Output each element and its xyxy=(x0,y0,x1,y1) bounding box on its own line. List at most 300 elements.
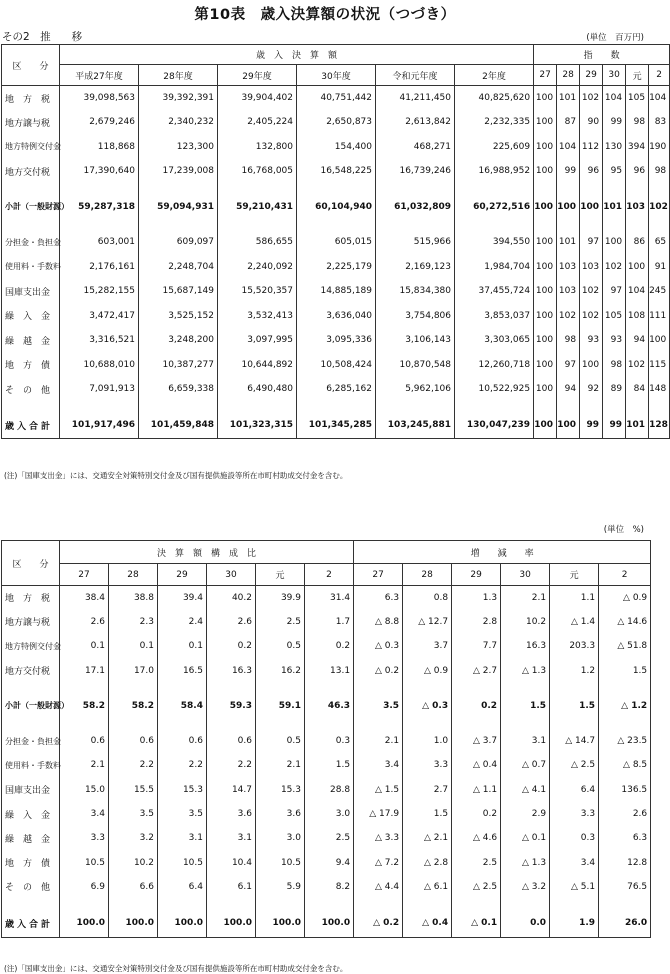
value-cell: 100 xyxy=(534,377,557,402)
value-cell: 14.7 xyxy=(207,778,256,802)
value-cell: 100 xyxy=(534,413,557,439)
row-label: 分担金・負担金 xyxy=(2,230,60,255)
value-cell: 39.9 xyxy=(256,586,305,610)
value-cell: 15,687,149 xyxy=(139,279,218,304)
value-cell: 2.6 xyxy=(207,610,256,634)
year-header: 29 xyxy=(158,564,207,586)
value-cell: 2,169,123 xyxy=(376,255,455,280)
unit-label-amount: (単位 百万円) xyxy=(586,33,644,43)
value-cell: 3.3 xyxy=(60,826,109,850)
value-cell: 12,260,718 xyxy=(455,353,534,378)
value-cell: 103 xyxy=(557,279,580,304)
value-cell: 38.8 xyxy=(109,586,158,610)
table-row xyxy=(2,377,670,402)
value-cell: 0.1 xyxy=(158,634,207,658)
value-cell: 100 xyxy=(534,110,557,135)
value-cell: △ 0.3 xyxy=(354,634,403,658)
value-cell: 5,962,106 xyxy=(376,377,455,402)
value-cell: 118,868 xyxy=(60,135,139,160)
value-cell: 6.3 xyxy=(599,826,651,850)
value-cell: △ 14.7 xyxy=(550,729,599,753)
value-cell: 6,659,338 xyxy=(139,377,218,402)
year-header: 30 xyxy=(501,564,550,586)
kubun-header: 区 分 xyxy=(2,541,60,586)
value-cell: 1,984,704 xyxy=(455,255,534,280)
value-cell: 9.4 xyxy=(305,850,354,874)
value-cell: △ 1.2 xyxy=(599,694,651,718)
value-cell: 2,679,246 xyxy=(60,110,139,135)
value-cell: 101 xyxy=(557,86,580,111)
value-cell: 16.3 xyxy=(501,634,550,658)
value-cell: 40,825,620 xyxy=(455,86,534,111)
value-cell: 3,303,065 xyxy=(455,328,534,353)
value-cell: 17.0 xyxy=(109,658,158,682)
table-row xyxy=(2,255,670,280)
value-cell: 87 xyxy=(557,110,580,135)
value-cell: 3.3 xyxy=(550,802,599,826)
value-cell: △ 1.1 xyxy=(452,778,501,802)
value-cell: 100 xyxy=(534,135,557,160)
value-cell: 245 xyxy=(649,279,670,304)
value-cell: 2.6 xyxy=(60,610,109,634)
value-cell: 13.1 xyxy=(305,658,354,682)
value-cell: 102 xyxy=(580,304,603,329)
row-label: 地 方 債 xyxy=(2,353,60,378)
value-cell: 0.1 xyxy=(109,634,158,658)
value-cell: 93 xyxy=(603,328,626,353)
value-cell: △ 0.2 xyxy=(354,658,403,682)
value-cell: 2.6 xyxy=(599,802,651,826)
value-cell: 10.2 xyxy=(109,850,158,874)
value-cell: △ 1.3 xyxy=(501,850,550,874)
value-cell: △ 2.5 xyxy=(550,753,599,777)
value-cell: 2.2 xyxy=(158,753,207,777)
value-cell: 90 xyxy=(580,110,603,135)
value-cell: 3,095,336 xyxy=(297,328,376,353)
table-row xyxy=(2,353,670,378)
value-cell: 6.4 xyxy=(550,778,599,802)
value-cell: 1.5 xyxy=(501,694,550,718)
value-cell: 5.9 xyxy=(256,875,305,899)
year-header: 2 xyxy=(599,564,651,586)
row-label: 使用料・手数料 xyxy=(2,753,60,777)
value-cell: 3.1 xyxy=(158,826,207,850)
value-cell: △ 0.4 xyxy=(452,753,501,777)
value-cell: △ 0.1 xyxy=(501,826,550,850)
value-cell: 94 xyxy=(626,328,649,353)
value-cell: 103 xyxy=(557,255,580,280)
value-cell: △ 0.7 xyxy=(501,753,550,777)
value-cell: 101,323,315 xyxy=(218,413,297,439)
value-cell: 100 xyxy=(534,195,557,220)
value-cell: 39,098,563 xyxy=(60,86,139,111)
value-cell: 101 xyxy=(557,230,580,255)
value-cell: 2.5 xyxy=(305,826,354,850)
value-cell: △ 2.1 xyxy=(403,826,452,850)
value-cell: 104 xyxy=(626,279,649,304)
value-cell: △ 6.1 xyxy=(403,875,452,899)
value-cell: 2,248,704 xyxy=(139,255,218,280)
value-cell: 3,316,521 xyxy=(60,328,139,353)
value-cell: 3.6 xyxy=(207,802,256,826)
value-cell: 102 xyxy=(580,279,603,304)
year-header: 30 xyxy=(207,564,256,586)
value-cell: 605,015 xyxy=(297,230,376,255)
value-cell: 0.6 xyxy=(109,729,158,753)
value-cell: 111 xyxy=(649,304,670,329)
value-cell: 128 xyxy=(649,413,670,439)
value-cell: 6.9 xyxy=(60,875,109,899)
value-cell: 37,455,724 xyxy=(455,279,534,304)
value-cell: 1.0 xyxy=(403,729,452,753)
value-cell: 102 xyxy=(603,255,626,280)
value-cell: 1.2 xyxy=(550,658,599,682)
value-cell: 1.3 xyxy=(452,586,501,610)
value-cell: 2,340,232 xyxy=(139,110,218,135)
table-row xyxy=(2,850,651,874)
value-cell: 10,387,277 xyxy=(139,353,218,378)
value-cell: 7,091,913 xyxy=(60,377,139,402)
value-cell: 60,272,516 xyxy=(455,195,534,220)
value-cell: 394,550 xyxy=(455,230,534,255)
value-cell: 40.2 xyxy=(207,586,256,610)
value-cell: 2,405,224 xyxy=(218,110,297,135)
value-cell: △ 8.5 xyxy=(599,753,651,777)
value-cell: 3,525,152 xyxy=(139,304,218,329)
value-cell: 3.5 xyxy=(109,802,158,826)
value-cell: 2.1 xyxy=(501,586,550,610)
value-cell: 3,248,200 xyxy=(139,328,218,353)
value-cell: 61,032,809 xyxy=(376,195,455,220)
value-cell: 95 xyxy=(603,159,626,184)
value-cell: 101,917,496 xyxy=(60,413,139,439)
table-row xyxy=(2,729,651,753)
value-cell: 0.8 xyxy=(403,586,452,610)
table-row xyxy=(2,634,651,658)
row-label: 繰 越 金 xyxy=(2,826,60,850)
value-cell: 39.4 xyxy=(158,586,207,610)
row-label: 繰 入 金 xyxy=(2,304,60,329)
value-cell: △ 5.1 xyxy=(550,875,599,899)
value-cell: 3,097,995 xyxy=(218,328,297,353)
value-cell: △ 1.3 xyxy=(501,658,550,682)
value-cell: 3.4 xyxy=(550,850,599,874)
index-year-header: 元 xyxy=(626,65,649,86)
value-cell: 104 xyxy=(557,135,580,160)
value-cell: 2,232,335 xyxy=(455,110,534,135)
value-cell: 10,508,424 xyxy=(297,353,376,378)
value-cell: 105 xyxy=(626,86,649,111)
year-header: 2年度 xyxy=(455,65,534,86)
value-cell: 6.1 xyxy=(207,875,256,899)
value-cell: △ 1.5 xyxy=(354,778,403,802)
table-row xyxy=(2,110,670,135)
value-cell: 1.5 xyxy=(550,694,599,718)
value-cell: 1.7 xyxy=(305,610,354,634)
value-cell: △ 8.8 xyxy=(354,610,403,634)
value-cell: 10,644,892 xyxy=(218,353,297,378)
value-cell: △ 2.8 xyxy=(403,850,452,874)
value-cell: 100 xyxy=(580,195,603,220)
value-cell: 102 xyxy=(580,86,603,111)
value-cell: 93 xyxy=(580,328,603,353)
revenue-amount-table xyxy=(1,44,670,439)
value-cell: 59,287,318 xyxy=(60,195,139,220)
value-cell: 40,751,442 xyxy=(297,86,376,111)
table-row xyxy=(2,586,651,610)
value-cell: 10.4 xyxy=(207,850,256,874)
value-cell: 0.6 xyxy=(158,729,207,753)
value-cell: 3,472,417 xyxy=(60,304,139,329)
value-cell: 0.1 xyxy=(60,634,109,658)
value-cell: 10.5 xyxy=(256,850,305,874)
row-label: 地方交付税 xyxy=(2,159,60,184)
value-cell: 0.2 xyxy=(207,634,256,658)
value-cell: 103 xyxy=(626,195,649,220)
value-cell: 16,739,246 xyxy=(376,159,455,184)
value-cell: 100 xyxy=(534,304,557,329)
value-cell: 17,390,640 xyxy=(60,159,139,184)
table-row xyxy=(2,753,651,777)
value-cell: 16,988,952 xyxy=(455,159,534,184)
value-cell: △ 14.6 xyxy=(599,610,651,634)
table-row xyxy=(2,610,651,634)
value-cell: 100.0 xyxy=(207,910,256,937)
value-cell: 115 xyxy=(649,353,670,378)
value-cell: 16.2 xyxy=(256,658,305,682)
value-cell: 31.4 xyxy=(305,586,354,610)
value-cell: 130,047,239 xyxy=(455,413,534,439)
value-cell: 3.7 xyxy=(403,634,452,658)
value-cell: 112 xyxy=(580,135,603,160)
value-cell: 3,106,143 xyxy=(376,328,455,353)
value-cell: 0.5 xyxy=(256,634,305,658)
growth-rate-group-header: 増 減 率 xyxy=(354,541,651,564)
value-cell: 132,800 xyxy=(218,135,297,160)
year-header: 29年度 xyxy=(218,65,297,86)
value-cell: 16,548,225 xyxy=(297,159,376,184)
value-cell: 8.2 xyxy=(305,875,354,899)
value-cell: 3.6 xyxy=(256,802,305,826)
value-cell: 59,210,431 xyxy=(218,195,297,220)
value-cell: 7.7 xyxy=(452,634,501,658)
value-cell: 2.2 xyxy=(109,753,158,777)
value-cell: 58.2 xyxy=(109,694,158,718)
value-cell: 15.0 xyxy=(60,778,109,802)
value-cell: 0.0 xyxy=(501,910,550,937)
value-cell: 108 xyxy=(626,304,649,329)
value-cell: 100.0 xyxy=(256,910,305,937)
value-cell: 103,245,881 xyxy=(376,413,455,439)
value-cell: 94 xyxy=(557,377,580,402)
value-cell: △ 3.7 xyxy=(452,729,501,753)
value-cell: 59.3 xyxy=(207,694,256,718)
value-cell: 3.4 xyxy=(60,802,109,826)
value-cell: 16.3 xyxy=(207,658,256,682)
row-label: 使用料・手数料 xyxy=(2,255,60,280)
value-cell: 0.5 xyxy=(256,729,305,753)
table-row xyxy=(2,135,670,160)
table-row xyxy=(2,159,670,184)
table-row xyxy=(2,694,651,718)
year-header: 28 xyxy=(403,564,452,586)
value-cell: 101,459,848 xyxy=(139,413,218,439)
value-cell: 100.0 xyxy=(158,910,207,937)
value-cell: 130 xyxy=(603,135,626,160)
value-cell: 3.0 xyxy=(305,802,354,826)
value-cell: 0.2 xyxy=(452,802,501,826)
value-cell: 101 xyxy=(603,195,626,220)
value-cell: 102 xyxy=(626,353,649,378)
value-cell: 2.4 xyxy=(158,610,207,634)
value-cell: 15.3 xyxy=(158,778,207,802)
index-group-header: 指 数 xyxy=(534,45,670,65)
value-cell: △ 0.1 xyxy=(452,910,501,937)
value-cell: 84 xyxy=(626,377,649,402)
value-cell: 15,520,357 xyxy=(218,279,297,304)
row-label: 地方譲与税 xyxy=(2,610,60,634)
value-cell: 14,885,189 xyxy=(297,279,376,304)
value-cell: 586,655 xyxy=(218,230,297,255)
row-label: そ の 他 xyxy=(2,875,60,899)
value-cell: 100 xyxy=(649,328,670,353)
value-cell: 86 xyxy=(626,230,649,255)
row-label: 地 方 税 xyxy=(2,86,60,111)
value-cell: 16,768,005 xyxy=(218,159,297,184)
value-cell: 0.3 xyxy=(550,826,599,850)
table-row xyxy=(2,802,651,826)
value-cell: 203.3 xyxy=(550,634,599,658)
value-cell: 39,392,391 xyxy=(139,86,218,111)
index-year-header: 27 xyxy=(534,65,557,86)
value-cell: 100 xyxy=(534,230,557,255)
footnote: (注)「国庫支出金」には、交通安全対策特別交付金及び国有提供施設等所在市町村助成交付金を含む。 xyxy=(4,471,348,480)
value-cell: 100 xyxy=(557,413,580,439)
table-row xyxy=(2,279,670,304)
value-cell: 3.1 xyxy=(501,729,550,753)
value-cell: 2.7 xyxy=(403,778,452,802)
value-cell: 91 xyxy=(649,255,670,280)
row-label: 歳入合計 xyxy=(2,413,60,439)
value-cell: 38.4 xyxy=(60,586,109,610)
value-cell: 2,613,842 xyxy=(376,110,455,135)
value-cell: 99 xyxy=(580,413,603,439)
value-cell: 102 xyxy=(557,304,580,329)
value-cell: 98 xyxy=(649,159,670,184)
value-cell: △ 2.7 xyxy=(452,658,501,682)
row-label: 繰 入 金 xyxy=(2,802,60,826)
year-header: 2 xyxy=(305,564,354,586)
value-cell: △ 0.2 xyxy=(354,910,403,937)
value-cell: 10,522,925 xyxy=(455,377,534,402)
value-cell: 2,650,873 xyxy=(297,110,376,135)
value-cell: 96 xyxy=(580,159,603,184)
value-cell: 99 xyxy=(603,413,626,439)
value-cell: 98 xyxy=(557,328,580,353)
value-cell: 100 xyxy=(534,279,557,304)
value-cell: 39,904,402 xyxy=(218,86,297,111)
page-title: 第10表 歳入決算額の状況（つづき） xyxy=(194,7,456,23)
value-cell: 148 xyxy=(649,377,670,402)
value-cell: 98 xyxy=(603,353,626,378)
value-cell: △ 4.1 xyxy=(501,778,550,802)
value-cell: 2.5 xyxy=(256,610,305,634)
value-cell: 104 xyxy=(603,86,626,111)
value-cell: 3.1 xyxy=(207,826,256,850)
value-cell: 100 xyxy=(534,353,557,378)
row-label: 国庫支出金 xyxy=(2,778,60,802)
value-cell: 468,271 xyxy=(376,135,455,160)
value-cell: 100 xyxy=(557,195,580,220)
value-cell: 2.2 xyxy=(207,753,256,777)
value-cell: 100.0 xyxy=(60,910,109,937)
year-header: 28 xyxy=(109,564,158,586)
value-cell: 96 xyxy=(626,159,649,184)
value-cell: 2.9 xyxy=(501,802,550,826)
row-label: 小計（一般財源） xyxy=(2,694,60,718)
value-cell: 102 xyxy=(649,195,670,220)
value-cell: 123,300 xyxy=(139,135,218,160)
value-cell: 100 xyxy=(534,86,557,111)
value-cell: 0.2 xyxy=(452,694,501,718)
value-cell: △ 1.4 xyxy=(550,610,599,634)
index-year-header: 30 xyxy=(603,65,626,86)
table-row xyxy=(2,658,651,682)
year-header: 元 xyxy=(550,564,599,586)
value-cell: 103 xyxy=(580,255,603,280)
amount-group-header: 歳 入 決 算 額 xyxy=(60,45,534,65)
value-cell: 105 xyxy=(603,304,626,329)
table-row xyxy=(2,230,670,255)
value-cell: 1.5 xyxy=(599,658,651,682)
value-cell: 3,754,806 xyxy=(376,304,455,329)
value-cell: 6,285,162 xyxy=(297,377,376,402)
value-cell: 1.5 xyxy=(403,802,452,826)
footnote: (注)「国庫支出金」には、交通安全対策特別交付金及び国有提供施設等所在市町村助成交付金を含む。 xyxy=(4,964,348,973)
year-header: 27 xyxy=(354,564,403,586)
value-cell: 41,211,450 xyxy=(376,86,455,111)
value-cell: 10,688,010 xyxy=(60,353,139,378)
value-cell: 190 xyxy=(649,135,670,160)
value-cell: 2,225,179 xyxy=(297,255,376,280)
value-cell: 15.5 xyxy=(109,778,158,802)
value-cell: 3.5 xyxy=(354,694,403,718)
value-cell: 17,239,008 xyxy=(139,159,218,184)
row-label: 繰 越 金 xyxy=(2,328,60,353)
value-cell: 2,176,161 xyxy=(60,255,139,280)
value-cell: △ 0.9 xyxy=(403,658,452,682)
value-cell: 100 xyxy=(534,159,557,184)
value-cell: △ 4.6 xyxy=(452,826,501,850)
value-cell: 58.4 xyxy=(158,694,207,718)
value-cell: 97 xyxy=(603,279,626,304)
row-label: 地方特例交付金 xyxy=(2,135,60,160)
value-cell: △ 51.8 xyxy=(599,634,651,658)
value-cell: 0.6 xyxy=(60,729,109,753)
value-cell: 0.2 xyxy=(305,634,354,658)
value-cell: 101 xyxy=(626,413,649,439)
composition-group-header: 決 算 額 構 成 比 xyxy=(60,541,354,564)
row-label: 分担金・負担金 xyxy=(2,729,60,753)
value-cell: 2.1 xyxy=(256,753,305,777)
year-header: 平成27年度 xyxy=(60,65,139,86)
value-cell: 2.8 xyxy=(452,610,501,634)
year-header: 28年度 xyxy=(139,65,218,86)
value-cell: 2.1 xyxy=(60,753,109,777)
value-cell: 100.0 xyxy=(305,910,354,937)
value-cell: 2.3 xyxy=(109,610,158,634)
table-row xyxy=(2,328,670,353)
